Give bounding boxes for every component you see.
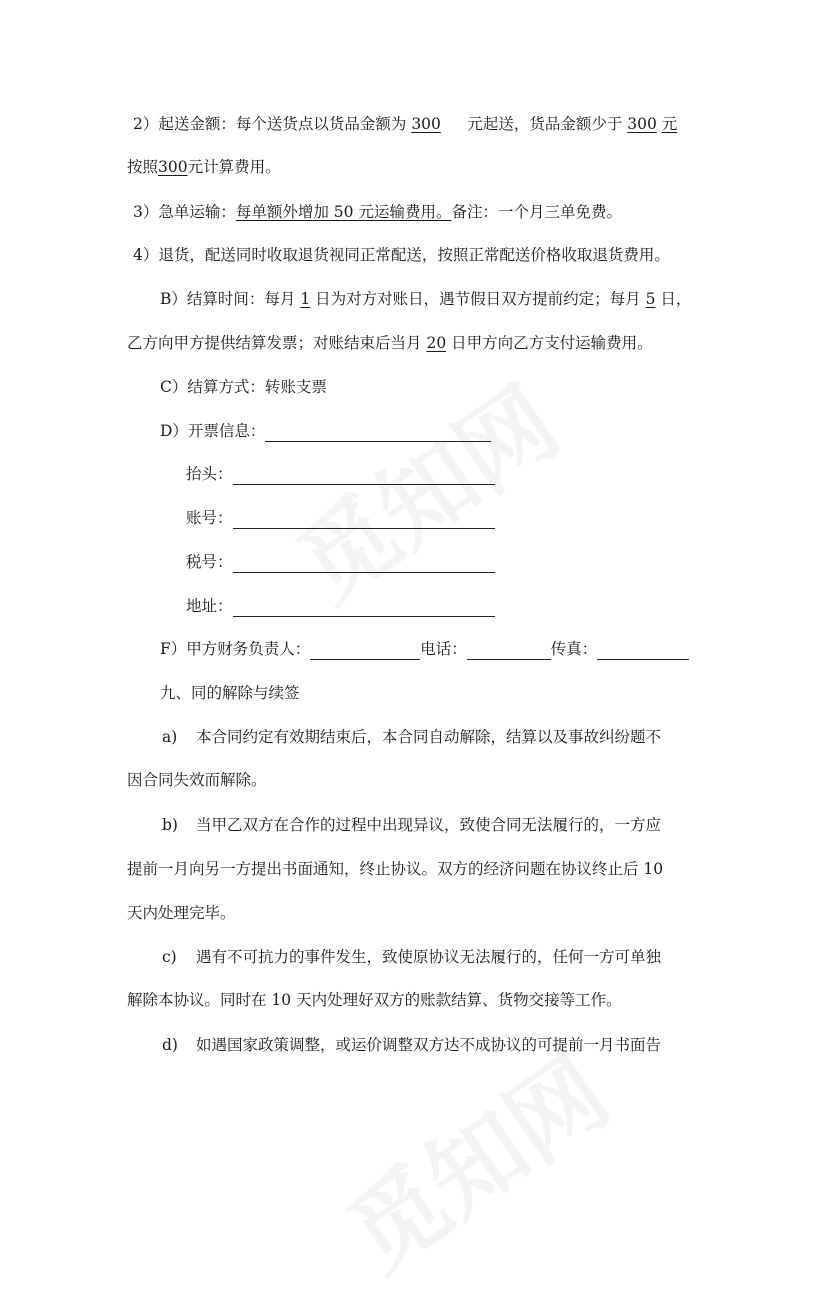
clause-c-marker: c)	[162, 948, 177, 966]
invoice-info-blank[interactable]	[265, 423, 491, 442]
clause-b-line-2: 提前一月向另一方提出书面通知，终止协议。双方的经济问题在协议终止后 10	[127, 860, 664, 878]
watermark-bottom	[317, 1020, 631, 1297]
clause-b-marker: b)	[162, 816, 178, 834]
invoice-tax-row: 税号：	[186, 551, 495, 573]
min-amount-value: 300	[411, 115, 441, 133]
settlement-time-line-1: B）结算时间：每月 1 日为对方对账日，遇节假日双方提前约定；每月 5 日，	[160, 290, 692, 308]
invoice-tax-blank[interactable]	[233, 554, 495, 573]
finance-row: F）甲方财务负责人： 电话： 传真：	[160, 638, 689, 660]
clause-b-line-1: 当甲乙双方在合作的过程中出现异议，致使合同无法履行的，一方应	[196, 816, 662, 834]
clause-c-line-2: 解除本协议。同时在 10 天内处理好双方的账款结算、货物交接等工作。	[127, 991, 622, 1009]
clause-d-marker: d)	[162, 1036, 178, 1054]
returns-line: 4）退货，配送同时收取退货视同正常配送，按照正常配送价格收取退货费用。	[133, 246, 670, 264]
clause-a-line-2: 因合同失效而解除。	[127, 771, 267, 789]
invoice-account-blank[interactable]	[233, 510, 495, 529]
clause-b-line-3: 天内处理完毕。	[127, 904, 236, 922]
clause-a-marker: a)	[162, 728, 178, 746]
urgent-line: 3）急单运输：每单额外增加 50 元运输费用。备注：一个月三单免费。	[133, 203, 622, 221]
phone-blank[interactable]	[467, 641, 551, 660]
finance-person-blank[interactable]	[310, 641, 420, 660]
min-amount-line-2: 按照300元计算费用。	[127, 158, 281, 176]
section-9-title: 九、同的解除与续签	[160, 684, 300, 702]
clause-d-line-1: 如遇国家政策调整，或运价调整双方达不成协议的可提前一月书面告	[196, 1036, 662, 1054]
invoice-title-blank[interactable]	[233, 466, 495, 485]
invoice-day: 5	[645, 290, 656, 308]
clause-c-line-1: 遇有不可抗力的事件发生，致使原协议无法履行的，任何一方可单独	[196, 948, 662, 966]
urgent-fee: 每单额外增加 50 元运输费用。	[235, 203, 452, 221]
min-charge-value: 300	[158, 158, 188, 176]
invoice-address-row: 地址：	[186, 595, 495, 617]
fax-blank[interactable]	[597, 641, 689, 660]
settlement-time-line-2: 乙方向甲方提供结算发票；对账结束后当月 20 日甲方向乙方支付运输费用。	[127, 334, 653, 352]
settlement-method: C）结算方式：转账支票	[160, 378, 327, 396]
invoice-account-row: 账号：	[186, 507, 495, 529]
invoice-info-row: D）开票信息：	[160, 420, 491, 442]
payment-day: 20	[426, 334, 447, 352]
clause-a-line-1: 本合同约定有效期结束后，本合同自动解除，结算以及事故纠纷题不	[196, 728, 662, 746]
min-amount-threshold: 300	[627, 115, 657, 133]
invoice-title-row: 抬头：	[186, 463, 495, 485]
reconcile-day: 1	[300, 290, 311, 308]
min-amount-line-1: 2）起送金额：每个送货点以货品金额为 300 元起送，货品金额少于 300 元	[133, 115, 678, 133]
invoice-address-blank[interactable]	[233, 598, 495, 617]
